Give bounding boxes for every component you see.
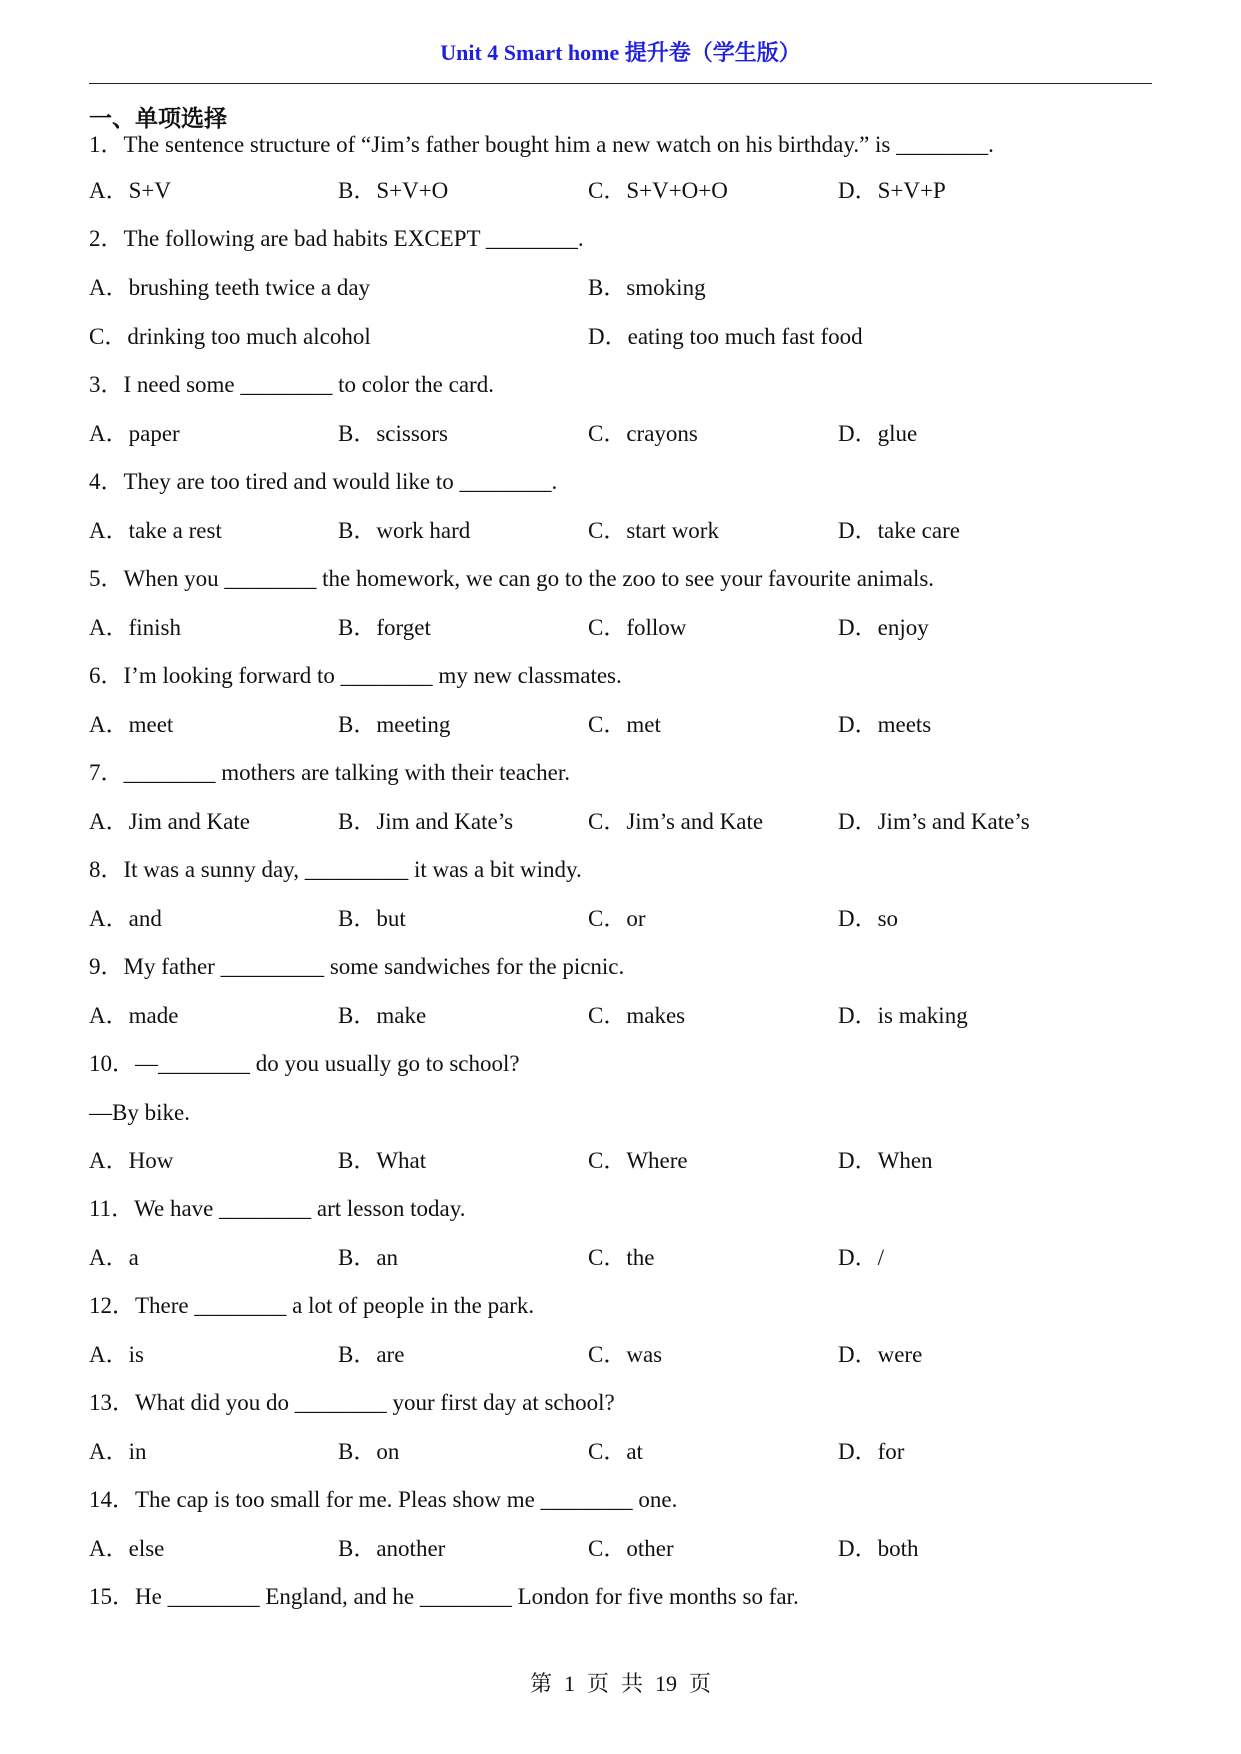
question-4-stem: 4．They are too tired and would like to ________.: [89, 469, 558, 494]
question-2-option-d: D．eating too much fast food: [588, 324, 863, 349]
document-title: Unit 4 Smart home 提升卷（学生版）: [440, 40, 801, 65]
question-11-option-d: D．/: [838, 1245, 884, 1270]
question-7-option-d: D．Jim’s and Kate’s: [838, 809, 1030, 834]
question-1-stem: 1．The sentence structure of “Jim’s father bought him a new watch on his birthday.” is ________.: [89, 132, 994, 157]
section-title: 一、单项选择: [89, 106, 227, 132]
question-8-option-a: A．and: [89, 906, 162, 931]
question-14-option-b: B．another: [338, 1536, 446, 1561]
question-3-option-a: A．paper: [89, 421, 180, 446]
question-11-option-c: C．the: [588, 1245, 655, 1270]
question-2-option-b: B．smoking: [588, 275, 706, 300]
question-8-option-d: D．so: [838, 906, 899, 931]
header-divider: [89, 83, 1152, 84]
question-3-option-c: C．crayons: [588, 421, 698, 446]
footer-total-pages: 19: [655, 1671, 678, 1696]
question-5-option-a: A．finish: [89, 615, 181, 640]
footer-word-ye: 页: [586, 1671, 609, 1696]
page-footer: [0, 1667, 1241, 1698]
question-14-option-a: A．else: [89, 1536, 165, 1561]
question-13-option-c: C．at: [588, 1439, 643, 1464]
question-10-option-d: D．When: [838, 1148, 933, 1173]
question-15-stem: 15．He ________ England, and he ________ London for five months so far.: [89, 1584, 799, 1609]
question-8-option-c: C．or: [588, 906, 646, 931]
question-6-option-c: C．met: [588, 712, 661, 737]
question-2-option-c: C．drinking too much alcohol: [89, 324, 371, 349]
question-9-stem: 9．My father _________ some sandwiches for the picnic.: [89, 954, 625, 979]
question-11-option-b: B．an: [338, 1245, 399, 1270]
question-8-option-b: B．but: [338, 906, 406, 931]
question-7-option-a: A．Jim and Kate: [89, 809, 250, 834]
question-12-option-c: C．was: [588, 1342, 663, 1367]
question-9-option-c: C．makes: [588, 1003, 686, 1028]
question-12-option-d: D．were: [838, 1342, 923, 1367]
question-7-option-c: C．Jim’s and Kate: [588, 809, 764, 834]
question-3-stem: 3．I need some ________ to color the card.: [89, 372, 494, 397]
question-12-option-b: B．are: [338, 1342, 405, 1367]
question-4-option-a: A．take a rest: [89, 518, 222, 543]
question-12-option-a: A．is: [89, 1342, 144, 1367]
footer-word-ye-2: 页: [689, 1671, 712, 1696]
question-11-option-a: A．a: [89, 1245, 139, 1270]
question-13-stem: 13．What did you do ________ your first day at school?: [89, 1390, 615, 1415]
question-4-option-d: D．take care: [838, 518, 960, 543]
question-2-option-a: A．brushing teeth twice a day: [89, 275, 371, 300]
question-5-stem: 5．When you ________ the homework, we can go to the zoo to see your favourite animals.: [89, 566, 935, 591]
question-10-response: —By bike.: [89, 1100, 190, 1125]
question-1-option-d: D．S+V+P: [838, 178, 946, 203]
question-10-stem: 10．—________ do you usually go to school?: [89, 1051, 520, 1076]
question-13-option-b: B．on: [338, 1439, 400, 1464]
question-1-option-c: C．S+V+O+O: [588, 178, 728, 203]
question-7-option-b: B．Jim and Kate’s: [338, 809, 514, 834]
question-6-option-d: D．meets: [838, 712, 932, 737]
question-3-option-d: D．glue: [838, 421, 918, 446]
question-11-stem: 11．We have ________ art lesson today.: [89, 1196, 466, 1221]
question-4-option-b: B．work hard: [338, 518, 471, 543]
question-9-option-b: B．make: [338, 1003, 427, 1028]
question-1-option-b: B．S+V+O: [338, 178, 449, 203]
question-6-option-a: A．meet: [89, 712, 174, 737]
footer-page-number: 1: [563, 1671, 575, 1696]
question-6-option-b: B．meeting: [338, 712, 451, 737]
question-2-stem: 2．The following are bad habits EXCEPT ________.: [89, 226, 584, 251]
question-14-stem: 14．The cap is too small for me. Pleas show me ________ one.: [89, 1487, 678, 1512]
question-13-option-a: A．in: [89, 1439, 147, 1464]
question-10-option-b: B．What: [338, 1148, 427, 1173]
question-14-option-d: D．both: [838, 1536, 919, 1561]
question-5-option-b: B．forget: [338, 615, 431, 640]
question-5-option-d: D．enjoy: [838, 615, 929, 640]
question-14-option-c: C．other: [588, 1536, 674, 1561]
question-9-option-a: A．made: [89, 1003, 179, 1028]
question-10-option-a: A．How: [89, 1148, 174, 1173]
footer-word-di: 第: [529, 1671, 552, 1696]
question-5-option-c: C．follow: [588, 615, 687, 640]
question-9-option-d: D．is making: [838, 1003, 968, 1028]
footer-word-gong: 共: [621, 1671, 644, 1696]
question-3-option-b: B．scissors: [338, 421, 448, 446]
question-4-option-c: C．start work: [588, 518, 719, 543]
question-7-stem: 7．________ mothers are talking with their teacher.: [89, 760, 570, 785]
question-1-option-a: A．S+V: [89, 178, 171, 203]
question-8-stem: 8．It was a sunny day, _________ it was a bit windy.: [89, 857, 582, 882]
question-6-stem: 6．I’m looking forward to ________ my new classmates.: [89, 663, 622, 688]
question-12-stem: 12．There ________ a lot of people in the park.: [89, 1293, 535, 1318]
question-13-option-d: D．for: [838, 1439, 905, 1464]
question-10-option-c: C．Where: [588, 1148, 688, 1173]
